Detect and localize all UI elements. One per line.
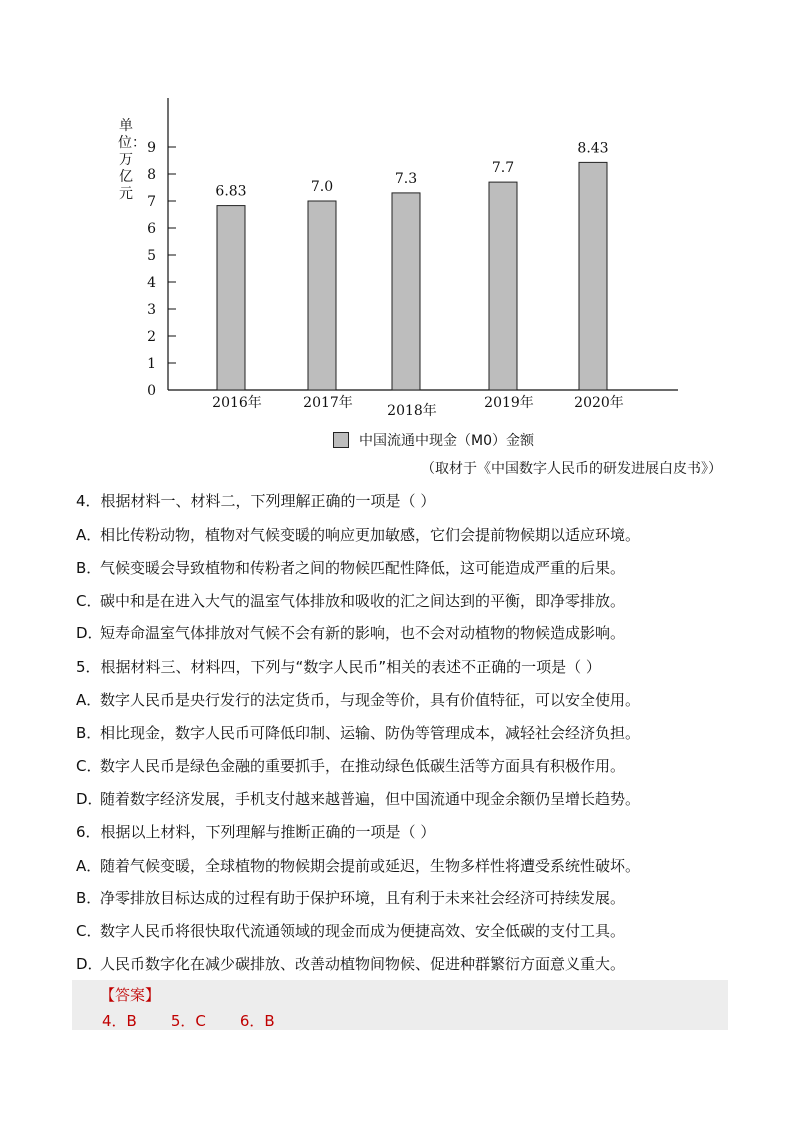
option-4d[interactable] [76,622,625,643]
option-letter: D． [76,624,103,642]
option-5c[interactable] [76,755,625,776]
y-axis-unit-label: 单位：万亿元 [118,118,146,202]
chart-legend [333,430,534,450]
answer-item: 6．B [239,1012,275,1030]
bar-value-label: 8.43 [577,140,609,157]
option-4c[interactable] [76,590,625,611]
legend-label: 中国流通中现金（M0）金额 [359,433,534,449]
option-letter: D． [76,955,103,973]
x-category-label: 2017年 [303,395,353,411]
option-letter: C． [76,592,102,610]
option-text: 短寿命温室气体排放对气候不会有新的影响，也不会对动植物的物候造成影响。 [100,624,626,642]
option-letter: A． [76,526,102,544]
x-category-label: 2020年 [574,395,624,411]
bar [217,206,245,390]
bar-value-label: 7.0 [310,179,334,195]
option-letter: B． [76,724,102,742]
option-letter: B． [76,559,102,577]
question-number: 6． [76,823,101,841]
bar [489,182,517,390]
bar-chart [0,0,800,420]
option-6c[interactable] [76,920,625,941]
question-stem: 根据材料一、材料二，下列理解正确的一项是（ ） [100,492,436,510]
question-6 [76,821,435,842]
question-5 [76,656,601,677]
question-number: 4． [76,492,101,510]
y-tick-label: 6 [147,221,156,237]
question-4 [76,490,435,511]
option-letter: C． [76,922,102,940]
option-6d[interactable] [76,953,625,974]
answer-list [102,1010,275,1031]
y-tick-label: 7 [147,194,156,210]
option-letter: C． [76,757,102,775]
option-text: 碳中和是在进入大气的温室气体排放和吸收的汇之间达到的平衡，即净零排放。 [100,592,626,610]
option-text: 数字人民币是绿色金融的重要抓手，在推动绿色低碳生活等方面具有积极作用。 [100,757,626,775]
option-text: 数字人民币将很快取代流通领域的现金而成为便捷高效、安全低碳的支付工具。 [100,922,626,940]
option-letter: B． [76,889,102,907]
y-tick-label: 2 [147,329,156,345]
bar [308,201,336,390]
option-text: 净零排放目标达成的过程有助于保护环境，且有利于未来社会经济可持续发展。 [100,889,626,907]
bar [579,162,607,390]
option-text: 气候变暖会导致植物和传粉者之间的物候匹配性降低，这可能造成严重的后果。 [100,559,626,577]
y-tick-label: 9 [147,140,156,156]
answer-title: 【答案】 [100,986,161,1004]
bar-value-label: 7.7 [491,160,515,177]
bar-value-label: 6.83 [215,183,247,200]
x-category-label: 2016年 [212,395,262,411]
legend-swatch [333,432,349,448]
y-tick-label: 8 [147,167,156,183]
x-category-label: 2018年 [387,403,437,419]
answer-item: 5．C [170,1012,206,1030]
option-text: 随着气候变暖，全球植物的物候期会提前或延迟，生物多样性将遭受系统性破坏。 [100,857,641,875]
source-citation: （取材于《中国数字人民币的研发进展白皮书》） [421,461,722,477]
answer-item: 4．B [102,1012,137,1030]
answer-box [72,980,728,1030]
option-text: 随着数字经济发展，手机支付越来越普遍，但中国流通中现金余额仍呈增长趋势。 [100,790,641,808]
option-6b[interactable] [76,887,625,908]
option-letter: A． [76,691,102,709]
option-5d[interactable] [76,788,640,809]
y-tick-label: 0 [147,383,156,399]
option-letter: D． [76,790,103,808]
option-5b[interactable] [76,722,640,743]
option-letter: A． [76,857,102,875]
y-tick-label: 3 [147,302,156,318]
option-5a[interactable] [76,689,640,710]
bar [392,193,420,390]
question-stem: 根据材料三、材料四，下列与“数字人民币”相关的表述不正确的一项是（ ） [100,658,601,676]
option-text: 相比现金，数字人民币可降低印制、运输、防伪等管理成本，减轻社会经济负担。 [100,724,641,742]
option-text: 人民币数字化在减少碳排放、改善动植物间物候、促进种群繁衍方面意义重大。 [100,955,626,973]
bar-value-label: 7.3 [394,170,418,187]
option-6a[interactable] [76,855,640,876]
option-4b[interactable] [76,557,625,578]
question-number: 5． [76,658,101,676]
y-tick-label: 5 [147,248,156,264]
option-4a[interactable] [76,524,640,545]
option-text: 数字人民币是央行发行的法定货币，与现金等价，具有价值特征，可以安全使用。 [100,691,641,709]
question-stem: 根据以上材料，下列理解与推断正确的一项是（ ） [100,823,436,841]
x-category-label: 2019年 [484,395,534,411]
y-tick-label: 4 [147,275,156,291]
option-text: 相比传粉动物，植物对气候变暖的响应更加敏感，它们会提前物候期以适应环境。 [100,526,641,544]
y-tick-label: 1 [147,356,156,372]
